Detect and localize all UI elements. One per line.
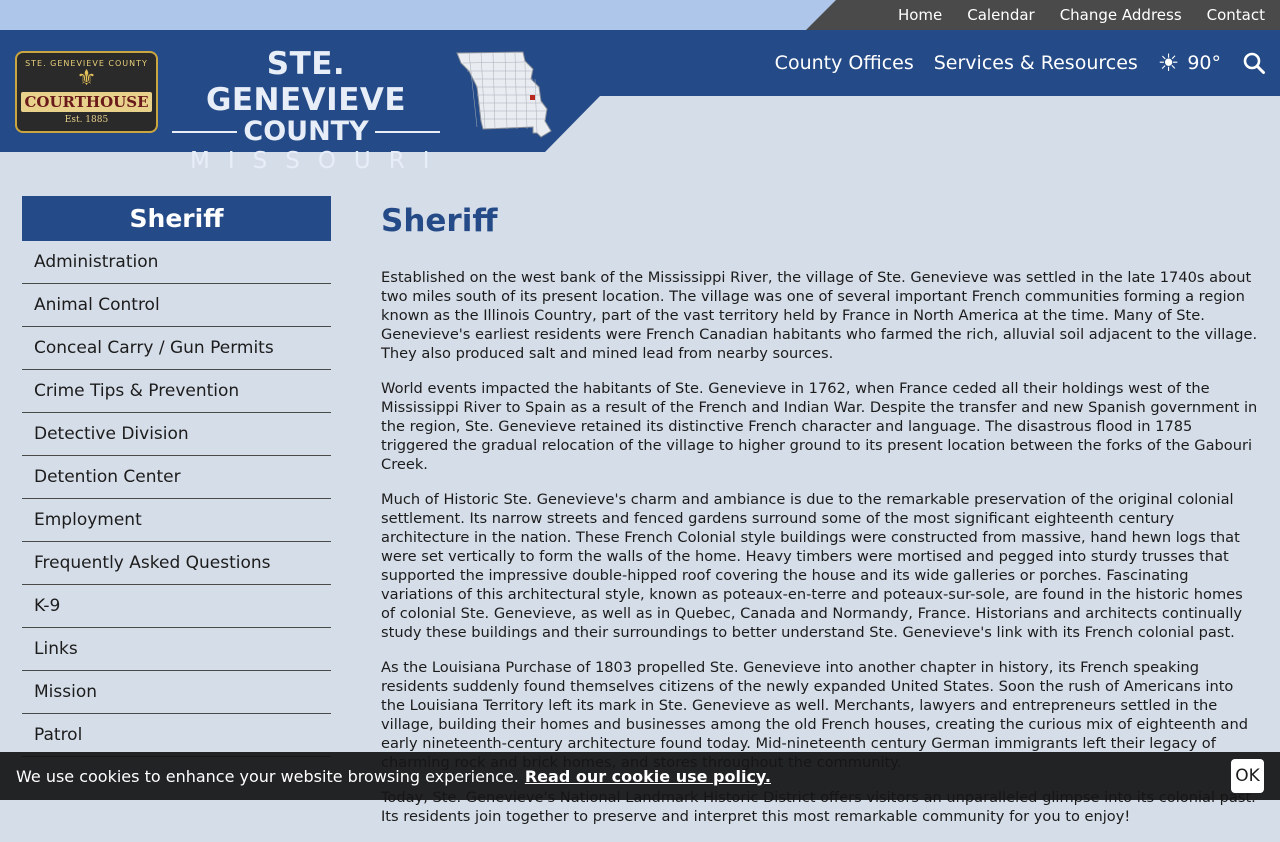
- nav-services-resources[interactable]: Services & Resources: [933, 52, 1138, 74]
- sidebar-item-links[interactable]: Links: [22, 628, 331, 671]
- sidebar-item-detective-division[interactable]: Detective Division: [22, 413, 331, 456]
- content-paragraph: Its residents join together to preserve and interpret this most remarkable community for you to enjoy!: [381, 808, 1131, 825]
- fleur-de-lis-icon: ⚜: [76, 66, 97, 91]
- sidebar-title[interactable]: Sheriff: [22, 196, 331, 241]
- site-logo-wordmark[interactable]: [172, 46, 448, 176]
- cookie-text: We use cookies to enhance your website browsing experience.: [16, 766, 519, 786]
- sidebar-item-conceal-carry[interactable]: Conceal Carry / Gun Permits: [22, 327, 331, 370]
- content-paragraph: World events impacted the habitants of Ste. Genevieve in 1762, when France ceded all their holdings west of the Mississippi River to Spain as a result of the French and Indian War. Despite the transfer and new Spanish government in the region, Ste. Genevieve retained its distinctive French character and language. The disastrous flood in 1785 triggered the gradual relocation of the village to higher ground to its present location between the forks of the Gabouri Creek.: [381, 380, 1258, 473]
- utility-link-contact[interactable]: Contact: [1206, 6, 1265, 24]
- page-title: Sheriff: [381, 203, 498, 239]
- county-highlight-marker: [530, 95, 535, 100]
- logo-line-1: STE. GENEVIEVE: [205, 46, 407, 118]
- nav-county-offices[interactable]: County Offices: [774, 52, 914, 74]
- sidebar-item-animal-control[interactable]: Animal Control: [22, 284, 331, 327]
- weather-temp: 90°: [1187, 52, 1221, 74]
- main-content: [381, 200, 1261, 842]
- cookie-banner: [0, 752, 1280, 800]
- sidebar-item-administration[interactable]: Administration: [22, 241, 331, 284]
- sidebar: [22, 196, 331, 757]
- logo-rule-left: [172, 131, 237, 133]
- logo-line-3: MISSOURI: [190, 148, 448, 174]
- utility-nav: [873, 0, 1280, 30]
- sidebar-item-mission[interactable]: Mission: [22, 671, 331, 714]
- search-icon[interactable]: [1243, 52, 1265, 74]
- sidebar-item-detention-center[interactable]: Detention Center: [22, 456, 331, 499]
- seal-band-text: COURTHOUSE: [21, 92, 152, 112]
- sidebar-item-crime-tips[interactable]: Crime Tips & Prevention: [22, 370, 331, 413]
- cookie-policy-link[interactable]: Read our cookie use policy.: [524, 766, 771, 786]
- seal-est-text: Est. 1885: [64, 115, 109, 125]
- cookie-ok-button[interactable]: OK: [1231, 759, 1264, 793]
- weather-widget[interactable]: [1158, 49, 1221, 77]
- courthouse-seal-logo[interactable]: [15, 51, 158, 133]
- sidebar-item-faq[interactable]: Frequently Asked Questions: [22, 542, 331, 585]
- sidebar-item-k9[interactable]: K-9: [22, 585, 331, 628]
- sidebar-item-patrol[interactable]: Patrol: [22, 714, 331, 757]
- logo-line-2: COUNTY: [243, 116, 369, 147]
- logo-rule-right: [375, 131, 440, 133]
- content-paragraph: As the Louisiana Purchase of 1803 propelled Ste. Genevieve into another chapter in history, its French speaking residents suddenly found themselves citizens of the newly expanded United States. Soon the rush of Americans into the Louisiana Territory left its mark in Ste. Genevieve as well. Merchants, lawyers and entrepreneurs settled in the village, building their homes and businesses among the old French houses, creating the curious mix of eighteenth and early nineteenth-century architecture found today. Mid-nineteenth century German immigrants left their legacy of: [381, 659, 1248, 752]
- utility-link-calendar[interactable]: Calendar: [967, 6, 1035, 24]
- utility-link-home[interactable]: Home: [897, 6, 943, 24]
- logo-line-2-row: [172, 118, 440, 146]
- seal-arc-text: STE. GENEVIEVE COUNTY: [25, 59, 148, 68]
- utility-link-change-address[interactable]: Change Address: [1059, 6, 1182, 24]
- main-nav: [755, 30, 1265, 96]
- sidebar-item-employment[interactable]: Employment: [22, 499, 331, 542]
- sun-icon: ☀: [1157, 49, 1180, 77]
- content-paragraph: Much of Historic Ste. Genevieve's charm and ambiance is due to the remarkable preservation of the original colonial settlement. Its narrow streets and fenced gardens surround some of the most significant eighteenth century architecture in the nation. These French Colonial style buildings were constructed from massive, hand hewn logs that were set vertically to form the walls of the home. Heavy timbers were mortised and pegged into sturdy trusses that supported the impressive double-hipped roof covering the house and its wide galleries or porches. Fascinating variations of this architectural style, known as poteaux-en-terre and poteaux-sur-sole, are found in the historic homes of colonial Ste. Genevieve, as well as in Quebec, Canada and Normandy, France. Historians and architects continually study these buildings and their surroundings to better understand Ste. Genevieve's link with its French colonial past.: [381, 491, 1243, 641]
- missouri-map-icon: [453, 49, 553, 139]
- content-paragraph: Established on the west bank of the Mississippi River, the village of Ste. Genevieve was settled in the late 1740s about two miles south of its present location. The village was one of several important French communities forming a region known as the Illinois Country, part of the vast territory held by France in North America at the time. Many of Ste. Genevieve's earliest residents were French Canadian habitants who farmed the rich, alluvial soil adjacent to the village. They also produced salt and mined lead from nearby sources.: [381, 269, 1258, 362]
